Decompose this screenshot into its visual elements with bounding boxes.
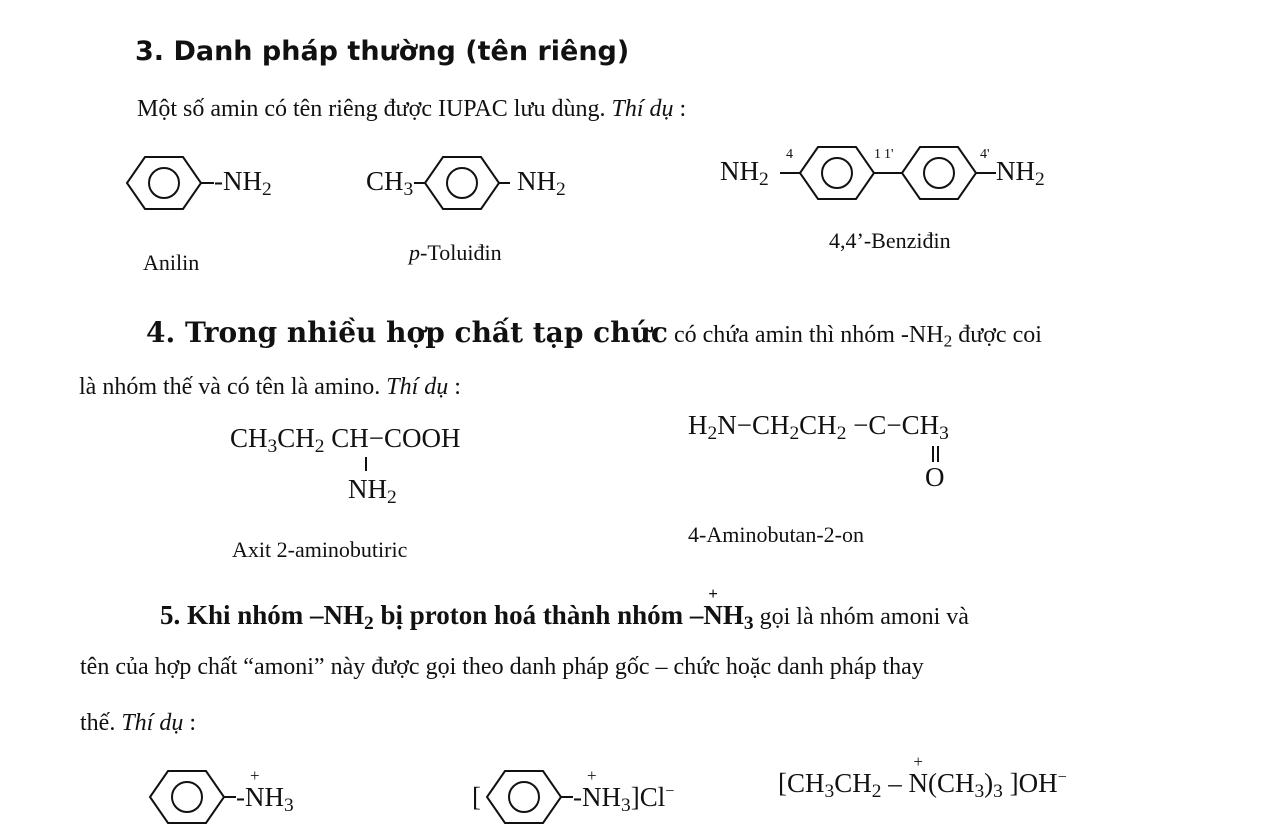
benzidin-pos-1p: 1': [884, 147, 894, 162]
f3-b: CH: [834, 768, 872, 798]
section-4-text-1-end: được coi: [952, 322, 1042, 348]
toluidin-nh-sub: 2: [556, 178, 566, 200]
f3-c: –: [881, 768, 909, 798]
section-4-line-2: [79, 374, 461, 401]
f2-n: N: [582, 782, 602, 812]
c2-s2: 2: [789, 422, 800, 444]
f3-s2: 2: [871, 780, 882, 802]
benzidin-left-sub: 2: [759, 168, 769, 190]
c2-c: CH: [799, 410, 837, 440]
benzidin-left-nh: NH: [720, 156, 759, 186]
compound-1-name: Axit 2-aminobutiric: [232, 537, 408, 562]
f3-n-plus: [908, 752, 928, 799]
c2-s4: 3: [939, 422, 949, 444]
f3-d: (CH: [927, 768, 975, 798]
compound-1-main: [230, 423, 461, 457]
ammonium-formula-3: [778, 752, 1067, 802]
s5-n: N: [703, 600, 723, 630]
section-5-line-1: [160, 584, 969, 634]
f2-charge: −: [665, 782, 675, 800]
example-label: Thí dụ: [121, 710, 184, 736]
compound-2-main: [688, 410, 949, 444]
anilin-formula: $-NH_2$: [214, 166, 272, 200]
f3-s4: 3: [993, 780, 1003, 802]
toluidin-name-text: -Toluiđin: [420, 240, 502, 265]
c2-d: −C−CH: [846, 410, 940, 440]
intro-text: Một số amin có tên riêng được IUPAC lưu dùng.: [137, 96, 606, 122]
benzene-ring-ammonium-2: [487, 771, 573, 823]
ammonium-formula-2-open: [: [472, 782, 481, 812]
f3-a: [CH: [778, 768, 825, 798]
f2-close: ]Cl: [630, 782, 666, 812]
c2-s1: 2: [707, 422, 718, 444]
s5-ha: 5. Khi nhóm –NH: [160, 600, 365, 630]
f2-h: H: [601, 782, 621, 812]
f1-h: H: [264, 782, 284, 812]
f1-plus: +: [249, 766, 260, 785]
c1-b: CH: [277, 423, 315, 453]
c1-c: CH−COOH: [324, 423, 461, 453]
c1-branch: NH: [348, 474, 387, 504]
s5-hb: bị proton hoá thành nhóm –: [373, 600, 704, 630]
anilin-group: NH: [223, 166, 262, 196]
anilin-name: Anilin: [143, 250, 200, 275]
section-5-heading: [160, 584, 754, 634]
s5-hc: H: [722, 600, 744, 630]
c1-branch-sub: 2: [387, 486, 397, 508]
f3-e: ): [984, 768, 994, 798]
f2-sub: 3: [621, 794, 631, 816]
section-5-line-3-text: thế.: [80, 710, 116, 736]
s5-plus: +: [708, 584, 718, 603]
f3-s1: 3: [824, 780, 835, 802]
ammonium-formula-1: - + $NH_3$: [236, 766, 294, 816]
compound-2-name: 4-Aminobutan-2-on: [688, 522, 864, 547]
compound-2-oxygen: O: [925, 462, 945, 492]
toluidin-ch: CH: [366, 166, 404, 196]
section-5-line-2: tên của hợp chất “amoni” này được gọi theo danh pháp gốc – chức hoặc danh pháp thay: [80, 654, 924, 680]
f2-n-plus: [582, 766, 602, 813]
anilin-sub: 2: [262, 178, 272, 200]
example-label: Thí dụ: [386, 374, 449, 400]
benzidin-right-sub: 2: [1035, 168, 1045, 190]
benzene-ring-toluidin: [414, 157, 510, 209]
section-5-text-1: gọi là nhóm amoni và: [753, 604, 969, 630]
toluidin-right: [517, 166, 566, 200]
toluidin-left: [366, 166, 414, 200]
section-4-heading: 4. Trong nhiều hợp chất tạp chức: [146, 316, 668, 349]
f3-s3: 3: [974, 780, 985, 802]
toluidin-name: [409, 240, 502, 266]
c2-b: N−CH: [717, 410, 790, 440]
c1-s2: 2: [314, 435, 325, 457]
f3-charge: −: [1057, 768, 1067, 786]
s5-hcsub: 3: [743, 612, 754, 634]
benzidin-name: 4,4’-Benziđin: [829, 228, 951, 253]
section-4-line-1: [146, 316, 1042, 349]
example-colon: :: [448, 374, 461, 400]
example-colon: :: [183, 710, 197, 736]
f3-plus: +: [913, 752, 923, 771]
section-3-heading: 3. Danh pháp thường (tên riêng): [135, 36, 630, 67]
benzene-ring-ammonium-1: [150, 771, 236, 823]
section-5-line-3: [80, 710, 196, 737]
example-colon: :: [673, 96, 687, 122]
example-label: Thí dụ: [611, 96, 674, 122]
c1-s1: 3: [267, 435, 278, 457]
benzidin-left: [720, 156, 769, 190]
s5-hsub: 2: [364, 612, 374, 634]
c2-s3: 2: [836, 422, 847, 444]
benzidin-pos-4: 4: [786, 147, 793, 162]
s5-n-plus: [703, 584, 723, 631]
benzidin-pos-1: 1: [874, 147, 881, 162]
toluidin-nh: NH: [517, 166, 556, 196]
f1-sub: 3: [284, 794, 294, 816]
toluidin-prefix: p: [409, 240, 420, 265]
f1-n: N: [245, 782, 265, 812]
toluidin-ch-sub: 3: [403, 178, 414, 200]
f3-n: N: [908, 768, 928, 798]
section-4-text-1-sub: 2: [943, 331, 953, 351]
section-4-line-2-text: là nhóm thế và có tên là amino.: [79, 374, 381, 400]
c1-a: CH: [230, 423, 268, 453]
benzidin-pos-4p: 4': [980, 147, 990, 162]
f1-n-plus: [245, 766, 265, 813]
benzidin-right-nh: NH: [996, 156, 1035, 186]
benzene-ring-anilin: [127, 157, 214, 209]
c2-a: H: [688, 410, 708, 440]
compound-1-branch: [348, 474, 397, 508]
f2-plus: +: [586, 766, 597, 785]
benzidin-right: [996, 156, 1045, 190]
ammonium-formula-2: - + $NH_3]Cl^-$: [573, 766, 675, 816]
f3-f: ]OH: [1002, 768, 1058, 798]
section-4-text-1: có chứa amin thì nhóm -NH: [667, 322, 944, 348]
